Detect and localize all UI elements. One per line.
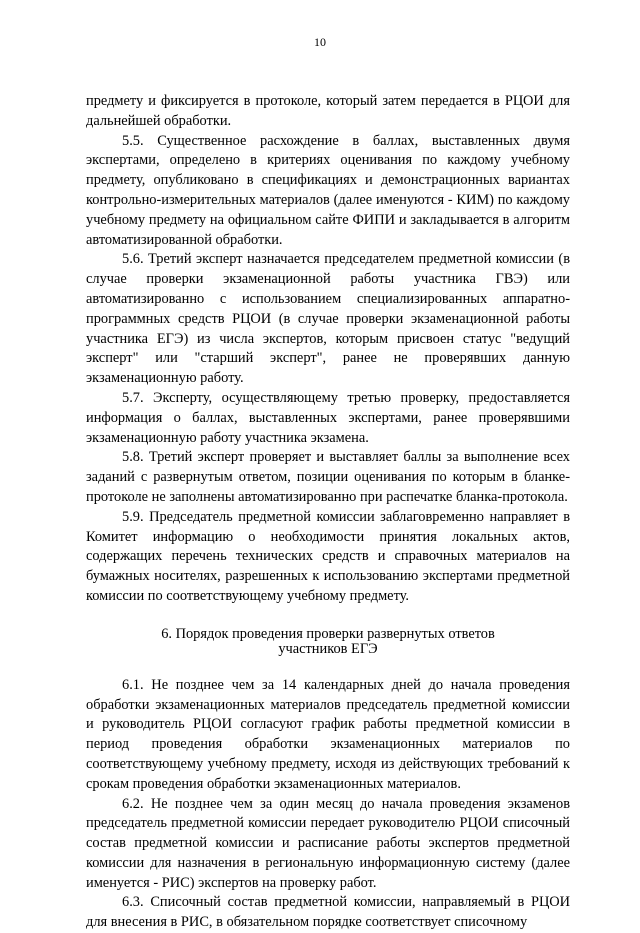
paragraph-5-7: 5.7. Эксперту, осуществляющему третью проверку, предоставляется информация о баллах, выставленных экспертами, ранее проверявшими экзаменационную работу участника экзамена.	[86, 389, 570, 446]
document-body	[86, 92, 570, 933]
section-heading	[86, 627, 570, 657]
paragraph-continuation: предмету и фиксируется в протоколе, который затем передается в РЦОИ для дальнейшей обработки.	[86, 93, 570, 129]
paragraph-6-1: 6.1. Не позднее чем за 14 календарных дней до начала проведения обработки экзаменационных материалов председатель предметной комиссии и руководитель РЦОИ согласуют график работы предметной комиссии в период проведения обработки экзаменационных материалов по соответствующему учебному предмету, исходя из действующих требований к срокам проведения обработки экзаменационных материалов.	[86, 676, 570, 792]
section-heading-line1: 6. Порядок проведения проверки развернутых ответов	[161, 625, 495, 642]
page-number: 10	[314, 35, 326, 49]
paragraph-6-2: 6.2. Не позднее чем за один месяц до начала проведения экзаменов председатель предметной комиссии передает руководителю РЦОИ списочный состав предметной комиссии и расписание работы экспертов предметной комиссии для назначения в региональную информационную систему (далее именуется - РИС) экспертов на проверку работ.	[86, 795, 570, 891]
paragraph-5-5: 5.5. Существенное расхождение в баллах, выставленных двумя экспертами, определено в критериях оценивания по каждому учебному предмету, опубликовано в спецификациях и демонстрационных вариантах контрольно-измерительных материалов (далее именуются - КИМ) по каждому учебному предмету на официальном сайте ФИПИ и закладывается в алгоритм автоматизированной обработки.	[86, 132, 570, 248]
paragraph-5-9: 5.9. Председатель предметной комиссии заблаговременно направляет в Комитет информацию о необходимости принятия локальных актов, содержащих перечень технических средств и справочных материалов на бумажных носителях, разрешенных к использованию экспертами предметной комиссии по соответствующему учебному предмету.	[86, 508, 570, 604]
paragraph-5-8: 5.8. Третий эксперт проверяет и выставляет баллы за выполнение всех заданий с развернутым ответом, позиции оценивания по которым в бланке-протоколе не заполнены автоматизированно при распечатке бланка-протокола.	[86, 449, 570, 505]
section-heading-line2: участников ЕГЭ	[278, 640, 378, 657]
paragraph-6-3: 6.3. Списочный состав предметной комиссии, направляемый в РЦОИ для внесения в РИС, в обязательном порядке соответствует списочному	[86, 894, 570, 931]
paragraph-5-6: 5.6. Третий эксперт назначается председателем предметной комиссии (в случае проверки экзаменационной работы участника ГВЭ) или автоматизированно с использованием специализированных аппаратно-программных средств РЦОИ (в случае проверки экзаменационной работы участника ЕГЭ) из числа экспертов, которым присвоен статус "ведущий эксперт" или "старший эксперт", ранее не проверявших данную экзаменационную работу.	[86, 251, 570, 387]
